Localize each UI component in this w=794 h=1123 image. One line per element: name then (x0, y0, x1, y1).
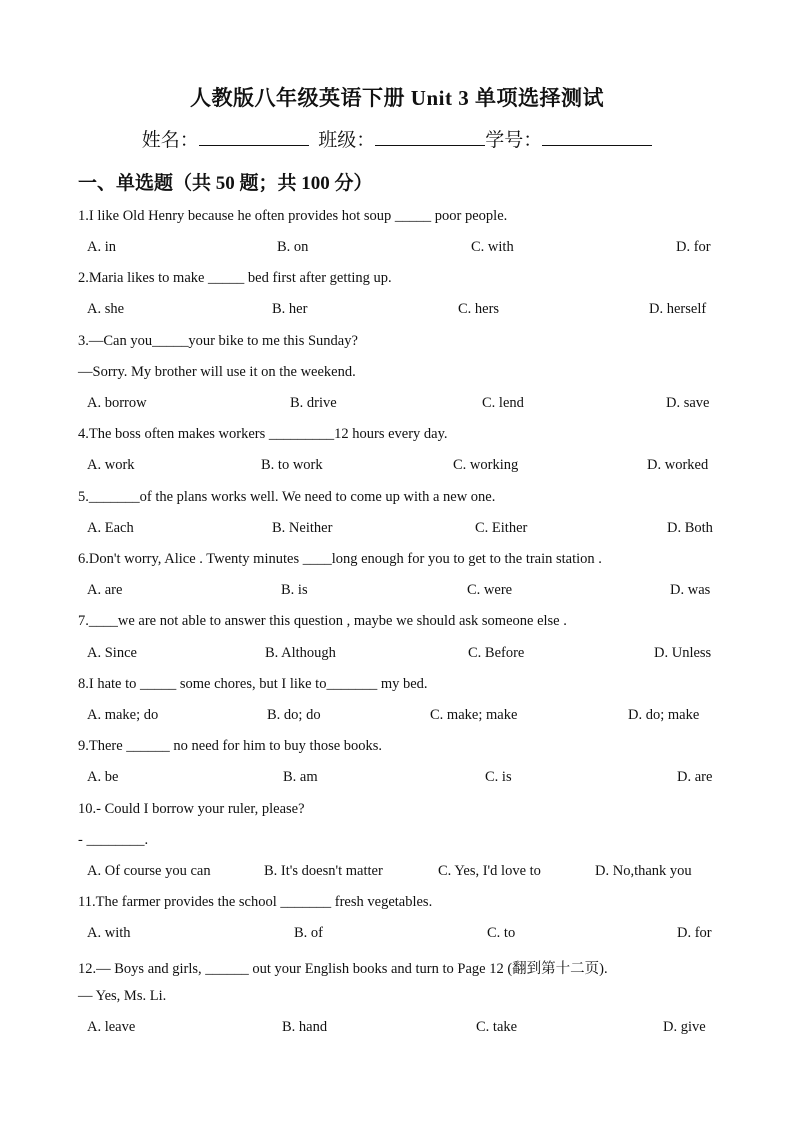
question-text: 5._______of the plans works well. We need to come up with a new one. (78, 489, 496, 505)
option-c[interactable]: C. lend (482, 395, 524, 411)
option-a[interactable]: A. Of course you can (87, 863, 211, 879)
name-blank (199, 129, 309, 146)
option-d[interactable]: D. was (670, 582, 711, 598)
option-d[interactable]: D. for (677, 925, 712, 941)
option-d[interactable]: D. No,thank you (595, 863, 692, 879)
option-c[interactable]: C. Before (468, 645, 525, 661)
question-text: 8.I hate to _____ some chores, but I like to_______ my bed. (78, 676, 428, 692)
option-b[interactable]: B. It's doesn't matter (264, 863, 383, 879)
option-a[interactable]: A. in (87, 239, 116, 255)
option-d[interactable]: D. Unless (654, 645, 712, 661)
option-c[interactable]: C. to (487, 925, 516, 941)
option-a[interactable]: A. leave (87, 1019, 136, 1035)
option-b[interactable]: B. on (277, 239, 309, 255)
option-b[interactable]: B. Neither (272, 520, 333, 536)
question-continuation: - ________. (78, 832, 149, 848)
name-label: 姓名： (141, 130, 199, 151)
option-a[interactable]: A. Each (87, 520, 134, 536)
student-info-row (0, 125, 794, 152)
option-b[interactable]: B. her (272, 301, 308, 317)
option-d[interactable]: D. are (677, 769, 713, 785)
id-label: 学号： (485, 130, 543, 151)
option-a[interactable]: A. with (87, 925, 131, 941)
option-c[interactable]: C. working (453, 457, 519, 473)
option-d[interactable]: D. for (676, 239, 711, 255)
option-a[interactable]: A. make; do (87, 707, 159, 723)
option-c[interactable]: C. with (471, 239, 514, 255)
class-blank (375, 129, 485, 146)
option-a[interactable]: A. be (87, 769, 119, 785)
id-blank (542, 129, 652, 146)
option-d[interactable]: D. herself (649, 301, 707, 317)
option-b[interactable]: B. Although (265, 645, 336, 661)
question-text: 11.The farmer provides the school _______ fresh vegetables. (78, 894, 433, 910)
question-text: 4.The boss often makes workers _________12 hours every day. (78, 426, 448, 442)
question-text: 3.—Can you_____your bike to me this Sunday? (78, 333, 358, 349)
option-c[interactable]: C. were (467, 582, 513, 598)
option-b[interactable]: B. am (283, 769, 318, 785)
page-title: 人教版八年级英语下册 Unit 3 单项选择测试 (190, 86, 604, 110)
option-b[interactable]: B. do; do (267, 707, 321, 723)
question-text: 9.There ______ no need for him to buy those books. (78, 738, 383, 754)
option-a[interactable]: A. Since (87, 645, 137, 661)
option-c[interactable]: C. is (485, 769, 512, 785)
option-a[interactable]: A. she (87, 301, 125, 317)
option-c[interactable]: C. hers (458, 301, 500, 317)
question-text: 10.- Could I borrow your ruler, please? (78, 801, 305, 817)
option-b[interactable]: B. drive (290, 395, 337, 411)
option-d[interactable]: D. worked (647, 457, 709, 473)
option-d[interactable]: D. save (666, 395, 710, 411)
option-d[interactable]: D. do; make (628, 707, 700, 723)
option-c[interactable]: C. Yes, I'd love to (438, 863, 541, 879)
question-text: 2.Maria likes to make _____ bed first after getting up. (78, 270, 392, 286)
question-text: 1.I like Old Henry because he often provides hot soup _____ poor people. (78, 208, 508, 224)
option-a[interactable]: A. work (87, 457, 135, 473)
option-b[interactable]: B. hand (282, 1019, 328, 1035)
option-d[interactable]: D. Both (667, 520, 713, 536)
option-c[interactable]: C. make; make (430, 707, 518, 723)
option-a[interactable]: A. borrow (87, 395, 147, 411)
option-b[interactable]: B. of (294, 925, 323, 941)
question-continuation: —Sorry. My brother will use it on the weekend. (78, 364, 356, 380)
option-b[interactable]: B. is (281, 582, 308, 598)
option-d[interactable]: D. give (663, 1019, 706, 1035)
option-c[interactable]: C. take (476, 1019, 518, 1035)
section-title: 一、单选题（共 50 题；共 100 分） (78, 173, 373, 194)
question-continuation: — Yes, Ms. Li. (78, 988, 167, 1004)
option-c[interactable]: C. Either (475, 520, 528, 536)
option-b[interactable]: B. to work (261, 457, 323, 473)
question-text: 12.— Boys and girls, ______ out your English books and turn to Page 12 (翻到第十二页). (78, 961, 608, 977)
option-a[interactable]: A. are (87, 582, 123, 598)
question-text: 6.Don't worry, Alice . Twenty minutes ____long enough for you to get to the train station . (78, 551, 602, 567)
class-label: 班级： (318, 130, 376, 151)
question-text: 7.____we are not able to answer this question , maybe we should ask someone else . (78, 613, 567, 629)
